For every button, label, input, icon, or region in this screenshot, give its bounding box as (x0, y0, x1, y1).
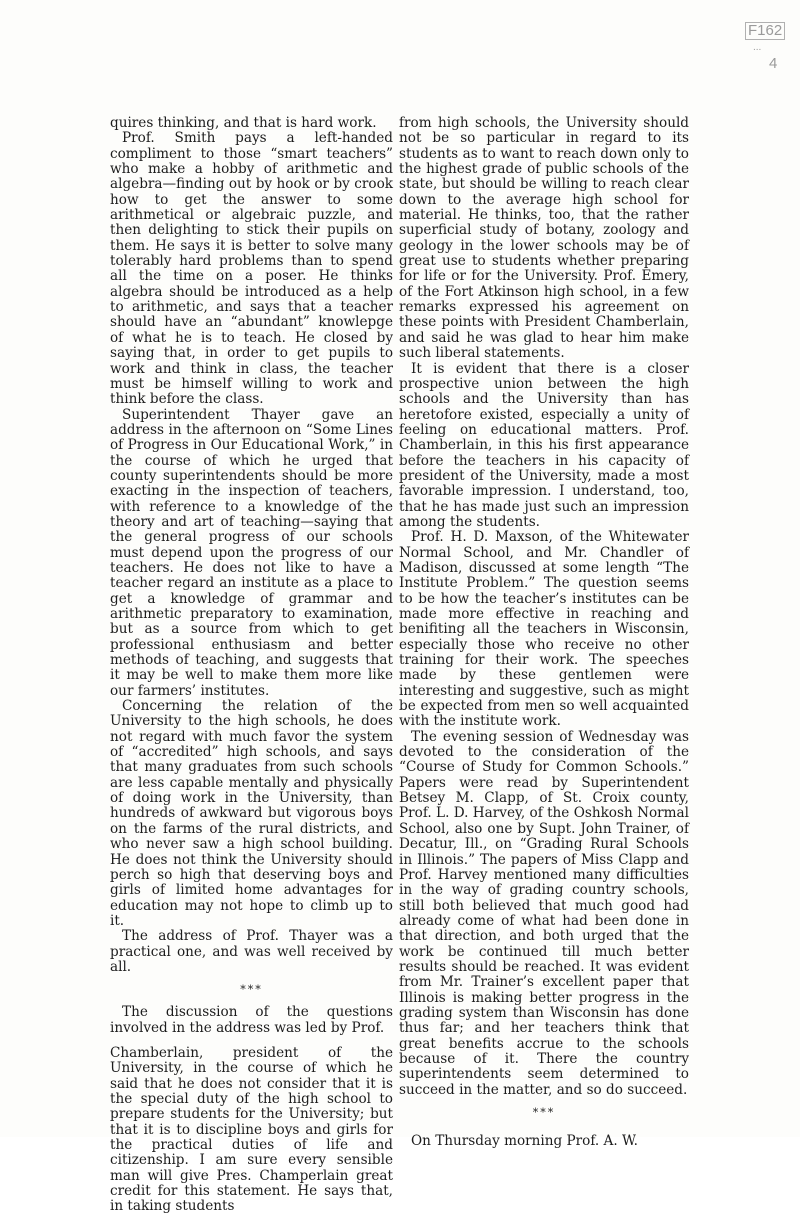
paragraph-thursday-morning: On Thursday morning Prof. A. W. (411, 1133, 638, 1149)
left-column (110, 116, 393, 1215)
section-divider-asterisks: *** (240, 983, 263, 997)
paragraph-discussion: The discussion of the questions involved in the address was led by Prof. (110, 1004, 393, 1036)
paragraph-high-schools: from high schools, the University should not be so particular in regard to its students as to want to reach down only to the highest grade of public schools of the state, but should be willing to reach clear down to the average high school for material. He thinks, too, that the rather superficial study of botany, zoology and geology in the lower schools may be of great use to students whether preparing for life or for the University. Prof. Emery, of the Fort Atkinson high school, in a few remarks expressed his agreement on these points with President Chamberlain, and said he was glad to hear him make such liberal statements. (399, 115, 689, 362)
handwritten-catalog-note (745, 22, 790, 97)
right-column (399, 116, 689, 1149)
catalog-scribble: ... (753, 42, 762, 53)
paragraph-institute-problem: Prof. H. D. Maxson, of the Whitewater Normal School, and Mr. Chandler of Madison, discussed at some length “The Institute Problem.” The question seems to be how the teacher’s institutes can be made more effective in reaching and benifiting all the teachers in Wisconsin, especially those who receive no other training for their work. The speeches made by these gentlemen were interesting and suggestive, such as might be expected from men so well acquainted with the institute work. (399, 529, 689, 730)
catalog-page-number: 4 (769, 55, 778, 72)
paragraph-continued: quires thinking, and that is hard work. (110, 115, 377, 131)
paragraph-chamberlain: Chamberlain, president of the University, in the course of which he said that he does not consider that it is the special duty of the high school to prepare students for the University; but that it is to discipline boys and girls for the practical duties of life and citizenship. I am sure every sensible man will give Pres. Champerlain great credit for this statement. He says that, in taking students (110, 1044, 393, 1215)
section-divider-asterisks: *** (532, 1106, 556, 1119)
paragraph-address-reception: The address of Prof. Thayer was a practical one, and was well received by all. (110, 928, 393, 975)
paragraph-prof-smith: Prof. Smith pays a left-handed compliment to those “smart teachers” who make a hobby of arithmetic and algebra—finding out by hook or by crook how to get the answer to some arithmetical or algebraic puzzle, and then delighting to stick their pupils on them. He says it is better to solve many tolerably hard problems than to spend all the time on a poser. He thinks algebra should be introduced as a help to arithmetic, and says that a teacher should have an “abundant” knowlepge of what he is to teach. He closed by saying that, in order to get pupils to work and think in class, the teacher must be himself willing to work and think before the class. (110, 130, 393, 408)
paragraph-evening-session: The evening session of Wednesday was devoted to the consideration of the “Course of Study for Common Schools.” Papers were read by Superintendent Betsey M. Clapp, of St. Croix county, Prof. L. D. Harvey, of the Oshkosh Normal School, also one by Supt. John Trainer, of Decatur, Ill., on “Grading Rural Schools in Illinois.” The papers of Miss Clapp and Prof. Harvey mentioned many difficulties in the way of grading country schools, still both believed that much good had already come of what had been done in that direction, and both urged that the work be continued till much better results should be reached. It was evident from Mr. Trainer’s excellent paper that Illinois is making better progress in the grading system than Wisconsin has done thus far; and her teachers think that great benefits accrue to the schools because of it. There the country superintendents seem determined to succeed in the matter, and so do succeed. (399, 728, 689, 1098)
paragraph-closer-union: It is evident that there is a closer prospective union between the high schools and the University than has heretofore existed, especially a unity of feeling on educational matters. Prof. Chamberlain, in this his first appearance before the teachers in his capacity of president of the University, made a most favorable impression. I understand, too, that he has made just such an impression among the students. (399, 360, 689, 530)
paragraph-university-relation: Concerning the relation of the University to the high schools, he does not regard with much favor the system of “accredited” high schools, and says that many graduates from such schools are less capable mentally and physically of doing work in the University, than hundreds of awkward but vigorous boys on the farms of the rural districts, and who never saw a high school building. He does not think the University should perch so high that deserving boys and girls of limited home advantages for education may not hope to climb up to it. (110, 698, 393, 929)
paragraph-thayer-address: Superintendent Thayer gave an address in the afternoon on “Some Lines of Progress in Our Educational Work,” in the course of which he urged that county superintendents should be more exacting in the inspection of teachers, with reference to a knowledge of the theory and art of teaching—saying that the general progress of our schools must depend upon the progress of our teachers. He does not like to have a teacher regard an institute as a place to get a knowledge of grammar and arithmetic preparatory to examination, but as a source from which to get professional enthusiasm and better methods of teaching, and suggests that it may be well to make them more like our farmers’ institutes. (110, 406, 393, 699)
catalog-number: F162 (745, 22, 785, 40)
